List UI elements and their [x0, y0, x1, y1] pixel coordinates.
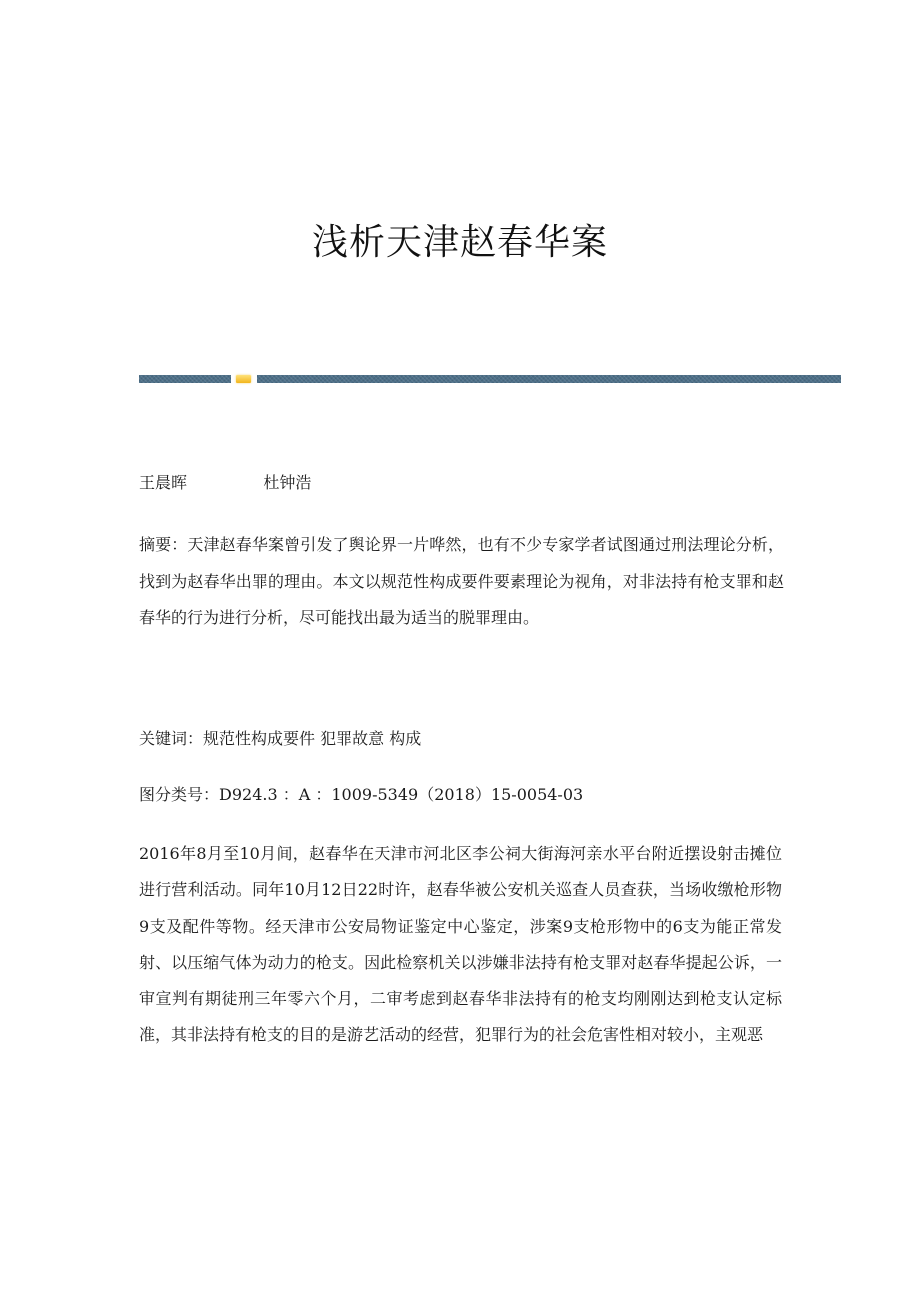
classification-text: D924.3 ：A ：1009-5349（2018）15-0054-03 [219, 785, 584, 804]
title-divider [139, 375, 841, 383]
divider-ornament-icon [236, 375, 251, 383]
author-2: 杜钟浩 [263, 473, 312, 492]
abstract [139, 527, 784, 637]
author-1: 王晨晖 [139, 473, 188, 492]
keywords [139, 728, 784, 750]
abstract-label: 摘要： [139, 535, 188, 554]
classification-number [139, 784, 784, 806]
classification-label: 图分类号： [139, 785, 220, 804]
body-paragraph: 2016年8月至10月间，赵春华在天津市河北区李公祠大街海河亲水平台附近摆设射击摊位进行营利活动。同年10月12日22时许，赵春华被公安机关巡查人员查获，当场收缴枪形物9支及配件等物。经天津市公安局物证鉴定中心鉴定，涉案9支枪形物中的6支为能正常发射、以压缩气体为动力的枪支。因此检察机关以涉嫌非法持有枪支罪对赵春华提起公诉，一审宣判有期徒刑三年零六个月，二审考虑到赵春华非法持有的枪支均刚刚达到枪支认定标准，其非法持有枪支的目的是游艺活动的经营，犯罪行为的社会危害性相对较小，主观恶 [139, 844, 782, 1045]
divider-bar-right [257, 375, 841, 383]
abstract-text: 天津赵春华案曾引发了舆论界一片哗然，也有不少专家学者试图通过刑法理论分析，找到为赵春华出罪的理由。本文以规范性构成要件要素理论为视角，对非法持有枪支罪和赵春华的行为进行分析，尽可能找出最为适当的脱罪理由。 [139, 535, 784, 627]
keywords-label: 关键词： [139, 729, 204, 748]
divider-bar-left [139, 375, 231, 383]
authors [139, 473, 784, 493]
page-title: 浅析天津赵春华案 [311, 222, 608, 263]
keywords-text: 规范性构成要件 犯罪故意 构成 [203, 729, 422, 748]
